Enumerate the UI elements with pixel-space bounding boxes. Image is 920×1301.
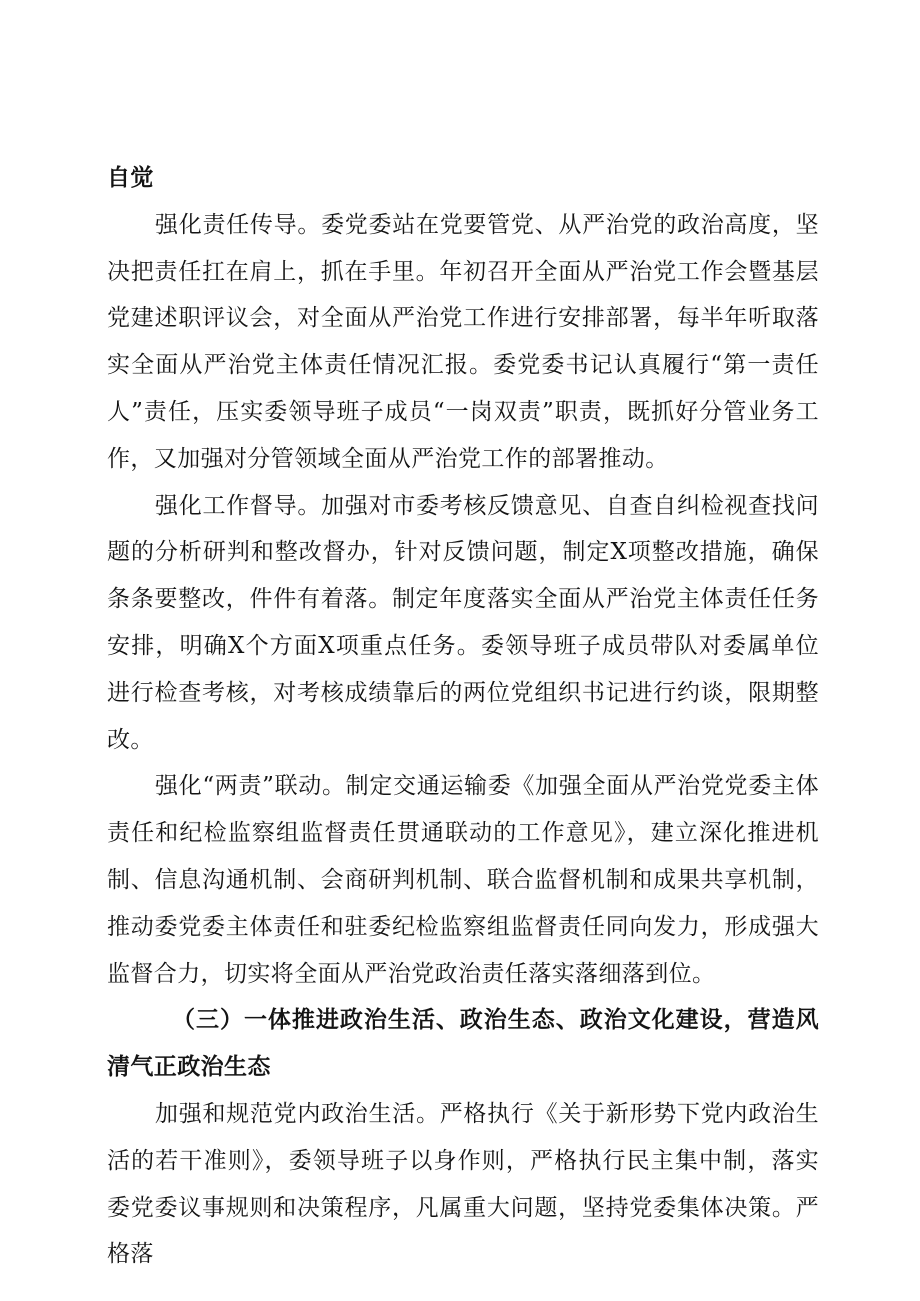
paragraph-political-life: 加强和规范党内政治生活。严格执行《关于新形势下党内政治生活的若干准则》，委领导班子以身作则，严格执行民主集中制，落实委党委议事规则和决策程序，凡属重大问题，坚持党委集体决策。严格落 [107,1100,819,1268]
paragraph-responsibility-transmission: 强化责任传导。委党委站在党要管党、从严治党的政治高度，坚决把责任扛在肩上，抓在手里。年初召开全面从严治党工作会暨基层党建述职评议会，对全面从严治党工作进行安排部署，每半年听取落实全面从严治党主体责任情况汇报。委党委书记认真履行“第一责任人”责任，压实委领导班子成员“一岗双责”职责，既抓好分管业务工作，又加强对分管领域全面从严治党工作的部署推动。 [107,211,819,472]
paragraph-continued-heading: 自觉 [107,165,154,191]
paragraph-two-responsibilities: 强化“两责”联动。制定交通运输委《加强全面从严治党党委主体责任和纪检监察组监督责任贯通联动的工作意见》，建立深化推进机制、信息沟通机制、会商研判机制、联合监督机制和成果共享机制，推动委党委主体责任和驻委纪检监察组监督责任同向发力，形成强大监督合力，切实将全面从严治党政治责任落实落细落到位。 [107,773,819,987]
document-body [107,155,819,1278]
paragraph-work-supervision: 强化工作督导。加强对市委考核反馈意见、自查自纠检视查找问题的分析研判和整改督办，针对反馈问题，制定X项整改措施，确保条条要整改，件件有着落。制定年度落实全面从严治党主体责任任务安排，明确X个方面X项重点任务。委领导班子成员带队对委属单位进行检查考核，对考核成绩靠后的两位党组织书记进行约谈，限期整改。 [107,492,819,753]
section-heading-three: （三）一体推进政治生活、政治生态、政治文化建设，营造风清气正政治生态 [107,1007,819,1081]
